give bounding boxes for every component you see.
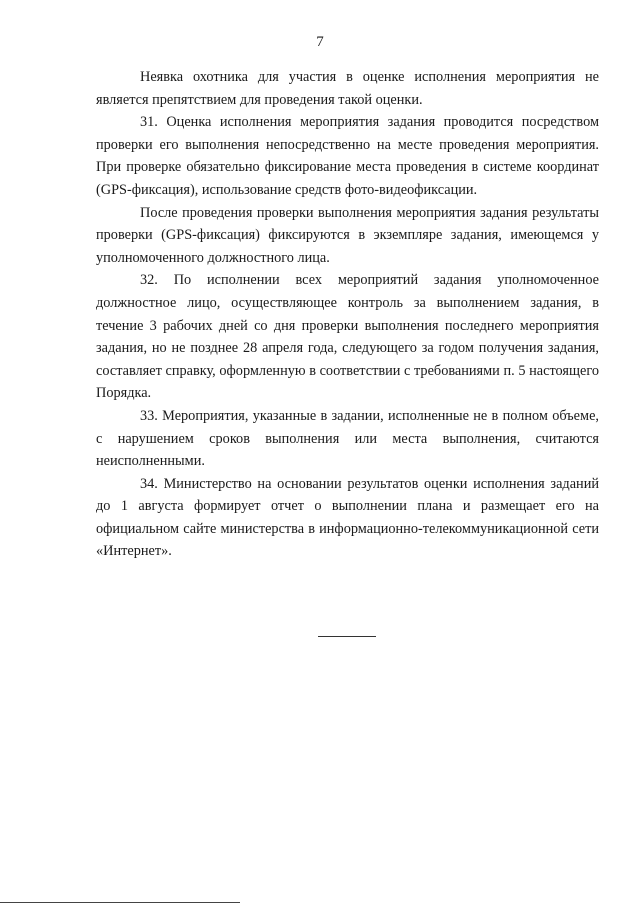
end-of-text-rule xyxy=(318,636,376,637)
paragraph-31: 31. Оценка исполнения мероприятия задания проводится посредством проверки его выполнения непосредственно на месте проведения мероприятия. При проверке обязательно фиксирование места проведения в системе координат (GPS-фиксация), использование средств фото-видеофиксации. xyxy=(96,114,599,198)
page-number: 7 xyxy=(316,34,324,50)
paragraph-34: 34. Министерство на основании результатов оценки исполнения заданий до 1 августа формирует отчет о выполнении плана и размещает его на официальном сайте министерства в информационно-телекоммуникационной сети «Интернет». xyxy=(96,475,599,560)
paragraph-after-inspection: После проведения проверки выполнения мероприятия задания результаты проверки (GPS-фиксация) фиксируются в экземпляре задания, имеющемся у уполномоченного должностного лица. xyxy=(96,204,599,266)
footer-rule xyxy=(0,902,240,903)
paragraph-33: 33. Мероприятия, указанные в задании, исполненные не в полном объеме, с нарушением сроков выполнения или места выполнения, считаются неисполненными. xyxy=(96,407,599,470)
paragraph-absence-note: Неявка охотника для участия в оценке исполнения мероприятия не является препятствием для проведения такой оценки. xyxy=(96,69,599,108)
document-body xyxy=(96,66,599,563)
paragraph-32: 32. По исполнении всех мероприятий задания уполномоченное должностное лицо, осуществляющее контроль за выполнением задания, в течение 3 рабочих дней со дня проверки выполнения последнего мероприятия задания, но не позднее 28 апреля года, следующего за годом получения задания, составляет справку, оформленную в соответствии с требованиями п. 5 настоящего Порядка. xyxy=(96,272,599,402)
